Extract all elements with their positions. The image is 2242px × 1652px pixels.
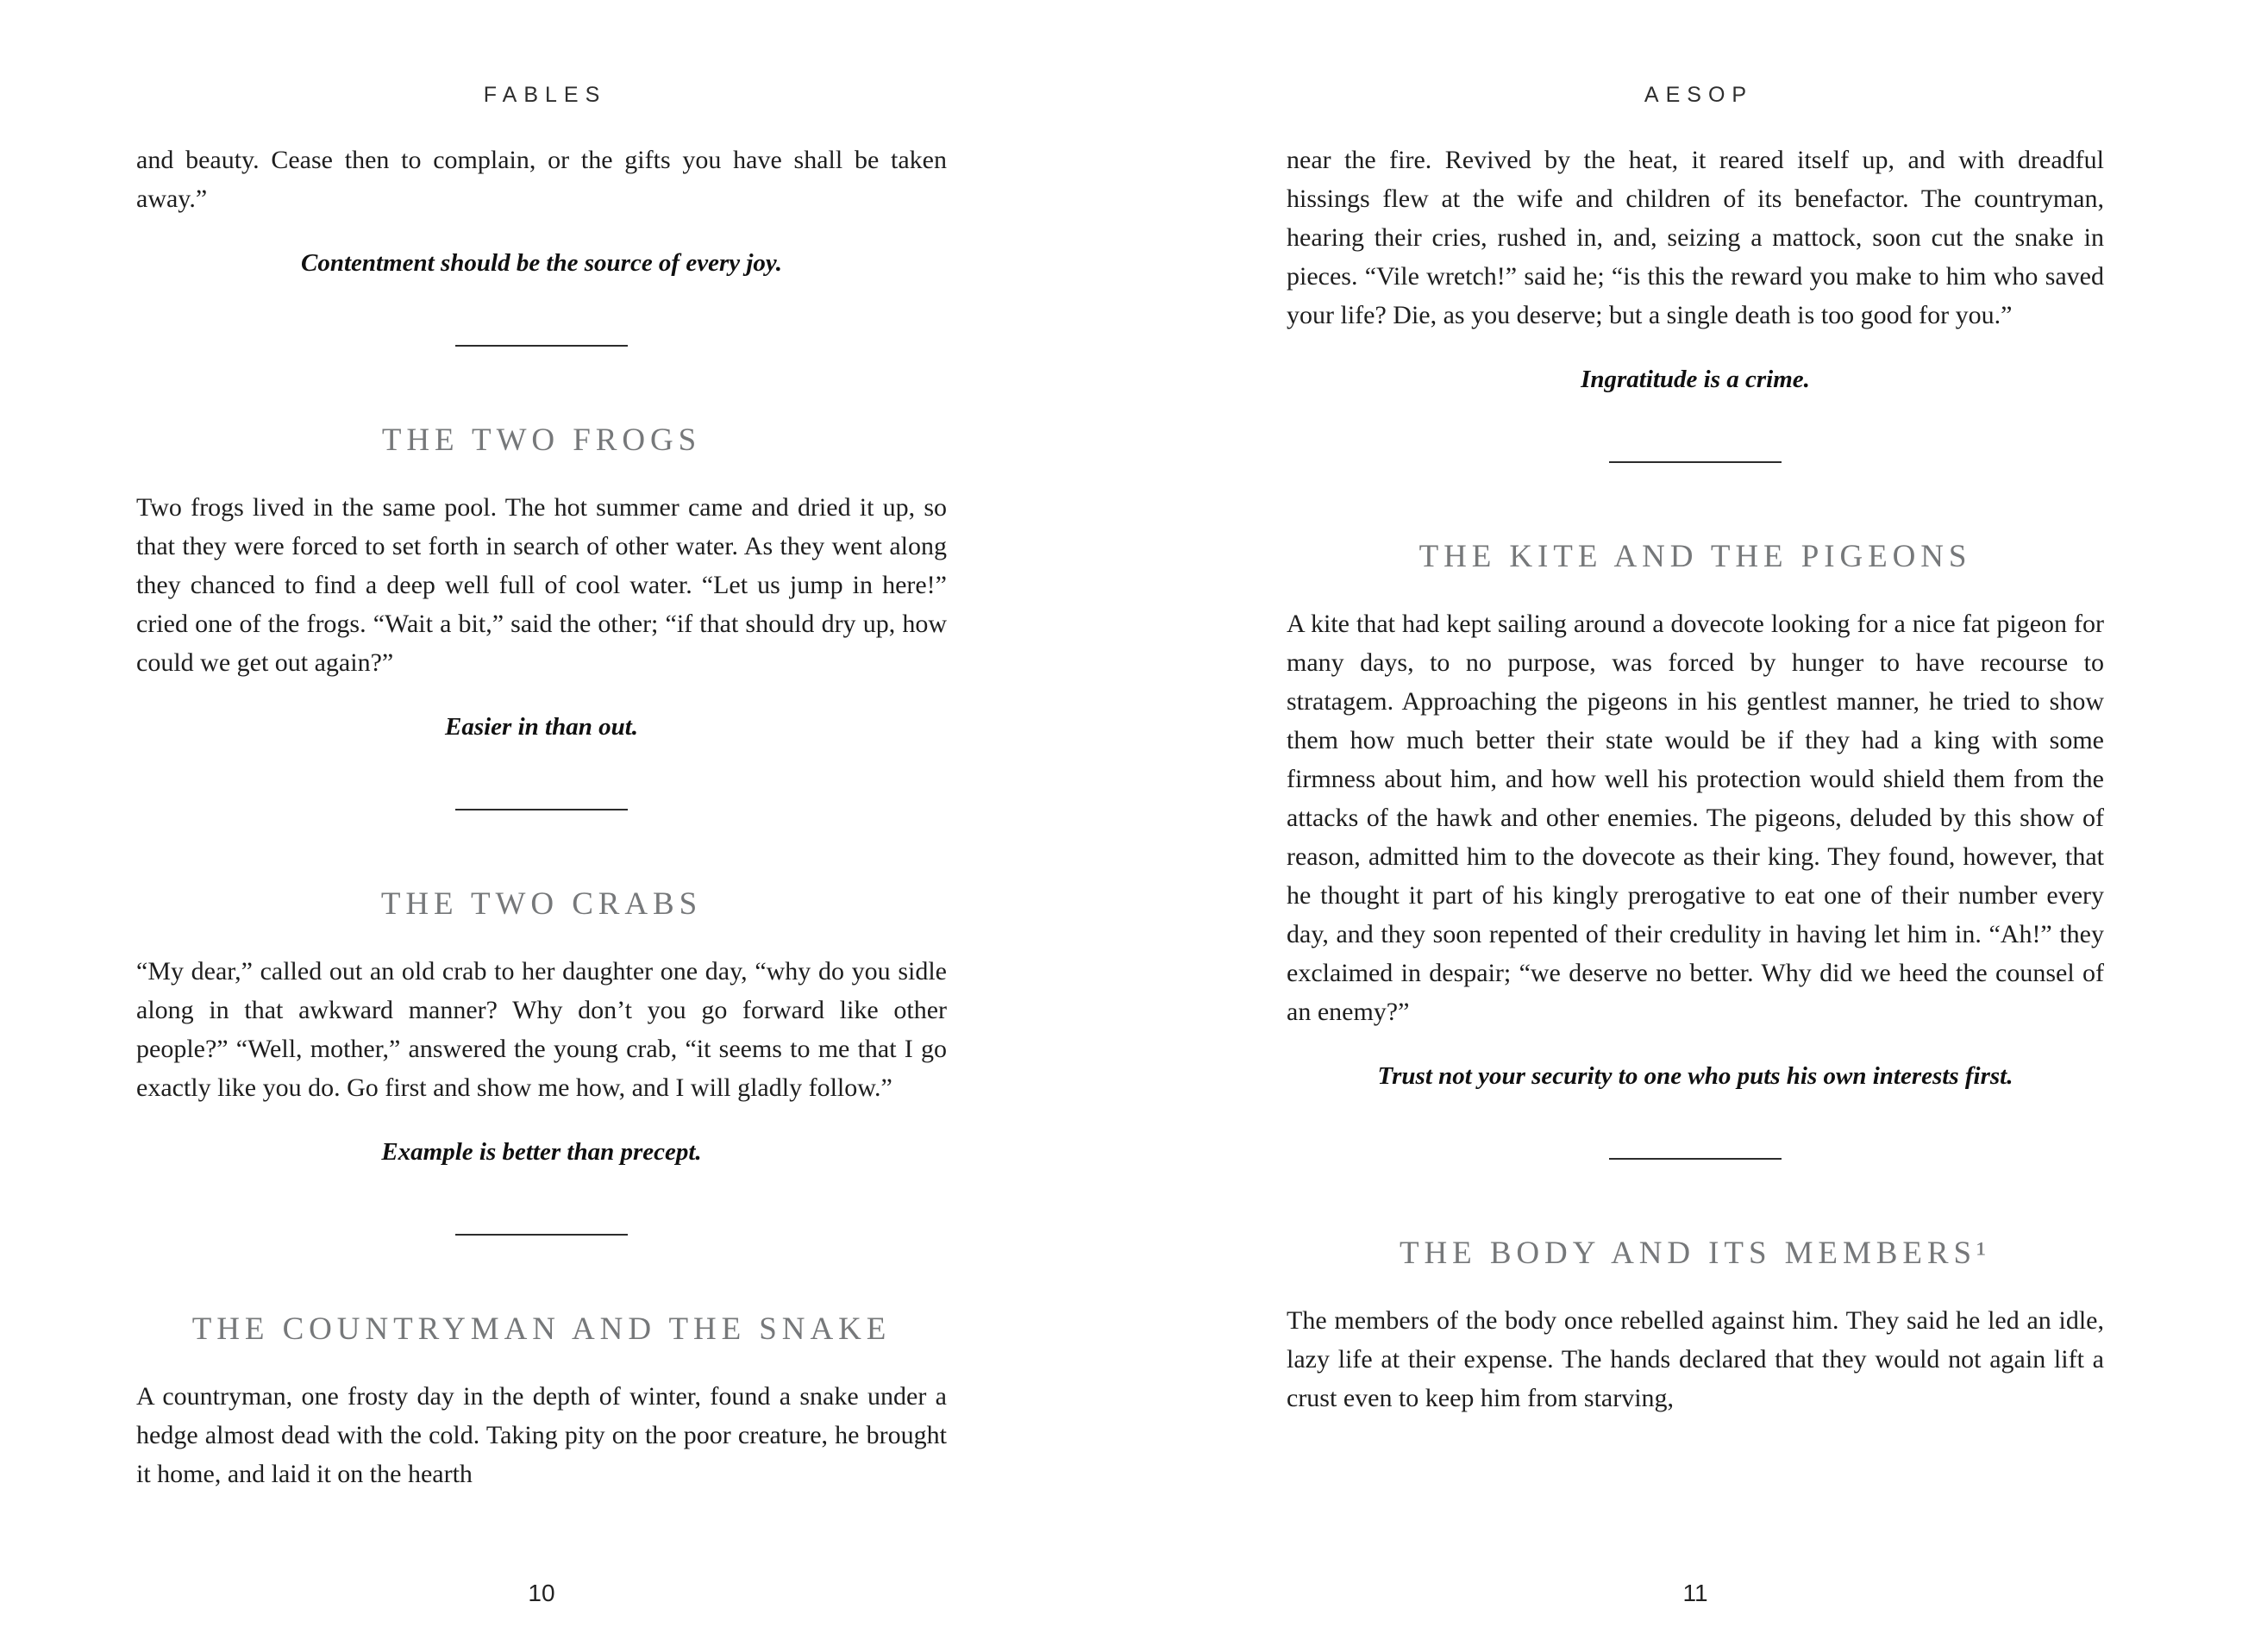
moral-kite-pigeons: Trust not your security to one who puts his own interests first.: [1377, 1062, 2013, 1090]
moral-two-frogs: Easier in than out.: [444, 713, 639, 741]
fable-title-two-frogs: THE TWO FROGS: [381, 422, 702, 458]
running-head-aesop: AESOP: [1644, 83, 1754, 107]
fable-title-two-crabs: THE TWO CRABS: [380, 886, 703, 922]
paragraph-two-crabs: “My dear,” called out an old crab to her daughter one day, “why do you sidle along in that awkward manner? Why don’t you go forward like other people?” “Well, mother,” answered the young crab, “it seems to me that I go exactly like you do. Go first and show me how, and I will gladly follow.”: [136, 957, 947, 1102]
fable-title-kite-pigeons: THE KITE AND THE PIGEONS: [1418, 539, 1972, 574]
fable-title-countryman-snake: THE COUNTRYMAN AND THE SNAKE: [191, 1311, 892, 1347]
paragraph-countryman-snake: A countryman, one frosty day in the depth of winter, found a snake under a hedge almost dead with the cold. Taking pity on the poor creature, he brought it home, and laid it on the hearth: [136, 1382, 947, 1488]
page-left: [136, 0, 947, 1652]
section-divider: [1609, 461, 1782, 463]
running-head-fables: FABLES: [483, 83, 607, 107]
paragraph-snake-continuation: near the fire. Revived by the heat, it reared itself up, and with dreadful hissings flew at the wife and children of its benefactor. The countryman, hearing their cries, rushed in, and, seizing a mattock, soon cut the snake in pieces. “Vile wretch!” said he; “is this the reward you make to him who saved your life? Die, as you deserve; but a single death is too good for you.”: [1287, 146, 2104, 329]
paragraph-two-frogs: Two frogs lived in the same pool. The hot summer came and dried it up, so that they were forced to set forth in search of other water. As they went along they chanced to find a deep well full of cool water. “Let us jump in here!” cried one of the frogs. “Wait a bit,” said the other; “if that should dry up, how could we get out again?”: [136, 493, 947, 677]
paragraph-body-members: The members of the body once rebelled against him. They said he led an idle, lazy life at their expense. The hands declared that they would not again lift a crust even to keep him from starving,: [1287, 1306, 2104, 1412]
moral-ingratitude: Ingratitude is a crime.: [1581, 366, 1810, 393]
page-number-left: 10: [528, 1580, 555, 1606]
page-number-right: 11: [1682, 1580, 1708, 1606]
section-divider: [455, 1234, 628, 1236]
paragraph-kite-pigeons: A kite that had kept sailing around a dovecote looking for a nice fat pigeon for many days, to no purpose, was forced by hunger to have recourse to stratagem. Approaching the pigeons in his gentlest manner, he tried to show them how much better their state would be if they had a king with some firmness about him, and how well his protection would shield them from the attacks of the hawk and other enemies. The pigeons, deluded by this show of reason, admitted him to the dovecote as their king. They found, however, that he thought it part of his kingly prerogative to eat one of their number every day, and they soon repented of their credulity in having let him in. “Ah!” they exclaimed in despair; “we deserve no better. Why did we heed the counsel of an enemy?”: [1287, 610, 2104, 1026]
page-right: [1287, 0, 2104, 1652]
moral-two-crabs: Example is better than precept.: [381, 1138, 702, 1166]
section-divider: [1609, 1158, 1782, 1160]
section-divider: [455, 809, 628, 810]
section-divider: [455, 345, 628, 347]
moral-contentment: Contentment should be the source of every joy.: [301, 249, 782, 277]
paragraph-continuation: and beauty. Cease then to complain, or the gifts you have shall be taken away.”: [136, 146, 947, 213]
fable-title-body-members: THE BODY AND ITS MEMBERS¹: [1399, 1236, 1992, 1271]
